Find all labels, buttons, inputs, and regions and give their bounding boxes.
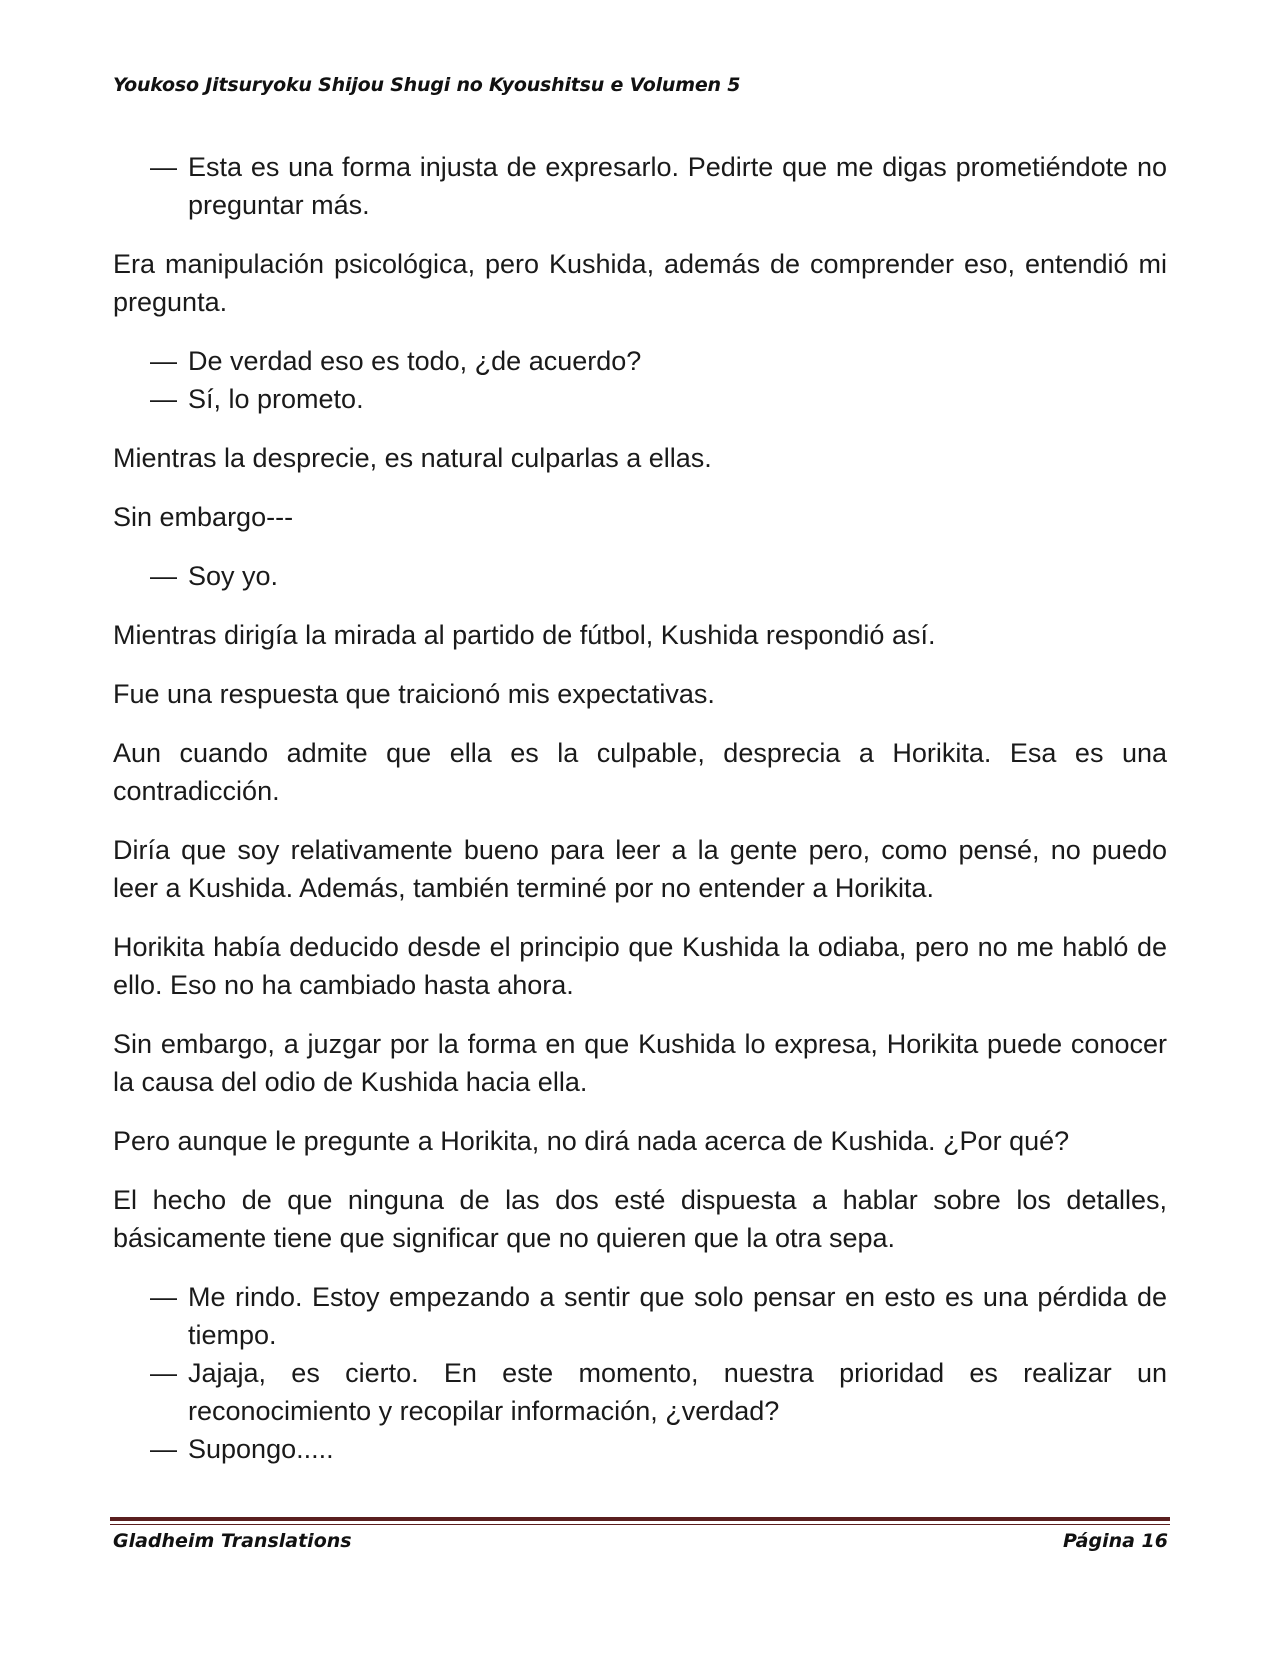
footer-page-number: Página 16	[1062, 1530, 1168, 1552]
dialog-text: Me rindo. Estoy empezando a sentir que solo pensar en esto es una pérdida de tiempo.	[188, 1282, 1167, 1350]
footer-divider-thick	[110, 1517, 1170, 1521]
dialog-group	[113, 1278, 1167, 1468]
dialog-text: Supongo.....	[188, 1434, 334, 1464]
dialog-text: Soy yo.	[188, 561, 279, 591]
paragraph: Horikita había deducido desde el principio que Kushida la odiaba, pero no me habló de ello. Eso no ha cambiado hasta ahora.	[113, 932, 1167, 1000]
paragraph: Sin embargo---	[113, 502, 294, 532]
paragraph: El hecho de que ninguna de las dos esté dispuesta a hablar sobre los detalles, básicamente tiene que significar que no quieren que la otra sepa.	[113, 1185, 1167, 1253]
dialog-text: Jajaja, es cierto. En este momento, nuestra prioridad es realizar un reconocimiento y recopilar información, ¿verdad?	[188, 1358, 1167, 1426]
dialog-dash: —	[150, 561, 177, 591]
dialog-line	[113, 1278, 1167, 1354]
dialog-line	[113, 380, 1167, 418]
dialog-dash: —	[150, 1282, 177, 1312]
dialog-text: Sí, lo prometo.	[188, 384, 364, 414]
paragraph: Aun cuando admite que ella es la culpable, desprecia a Horikita. Esa es una contradicción.	[113, 738, 1167, 806]
dialog-dash: —	[150, 152, 177, 182]
paragraph: Fue una respuesta que traicionó mis expectativas.	[113, 679, 715, 709]
footer-divider-thin	[110, 1524, 1170, 1525]
dialog-line	[113, 1430, 1167, 1468]
dialog-dash: —	[150, 1434, 177, 1464]
dialog-line	[113, 1354, 1167, 1430]
paragraph: Mientras dirigía la mirada al partido de fútbol, Kushida respondió así.	[113, 620, 936, 650]
paragraph: Diría que soy relativamente bueno para leer a la gente pero, como pensé, no puedo leer a Kushida. Además, también terminé por no entender a Horikita.	[113, 835, 1167, 903]
dialog-dash: —	[150, 346, 177, 376]
dialog-dash: —	[150, 384, 177, 414]
footer-publisher: Gladheim Translations	[113, 1530, 352, 1552]
dialog-text: Esta es una forma injusta de expresarlo. Pedirte que me digas prometiéndote no preguntar más.	[188, 152, 1167, 220]
page-body	[113, 148, 1167, 1489]
dialog-line	[113, 557, 1167, 595]
paragraph: Pero aunque le pregunte a Horikita, no dirá nada acerca de Kushida. ¿Por qué?	[113, 1126, 1070, 1156]
paragraph: Mientras la desprecie, es natural culparlas a ellas.	[113, 443, 712, 473]
dialog-line	[113, 342, 1167, 380]
paragraph: Sin embargo, a juzgar por la forma en que Kushida lo expresa, Horikita puede conocer la causa del odio de Kushida hacia ella.	[113, 1029, 1167, 1097]
paragraph: Era manipulación psicológica, pero Kushida, además de comprender eso, entendió mi pregunta.	[113, 249, 1167, 317]
dialog-group	[113, 148, 1167, 224]
dialog-group	[113, 342, 1167, 418]
dialog-dash: —	[150, 1358, 177, 1388]
dialog-text: De verdad eso es todo, ¿de acuerdo?	[188, 346, 642, 376]
dialog-group	[113, 557, 1167, 595]
page-header-title: Youkoso Jitsuryoku Shijou Shugi no Kyoushitsu e Volumen 5	[113, 74, 741, 96]
dialog-line	[113, 148, 1167, 224]
